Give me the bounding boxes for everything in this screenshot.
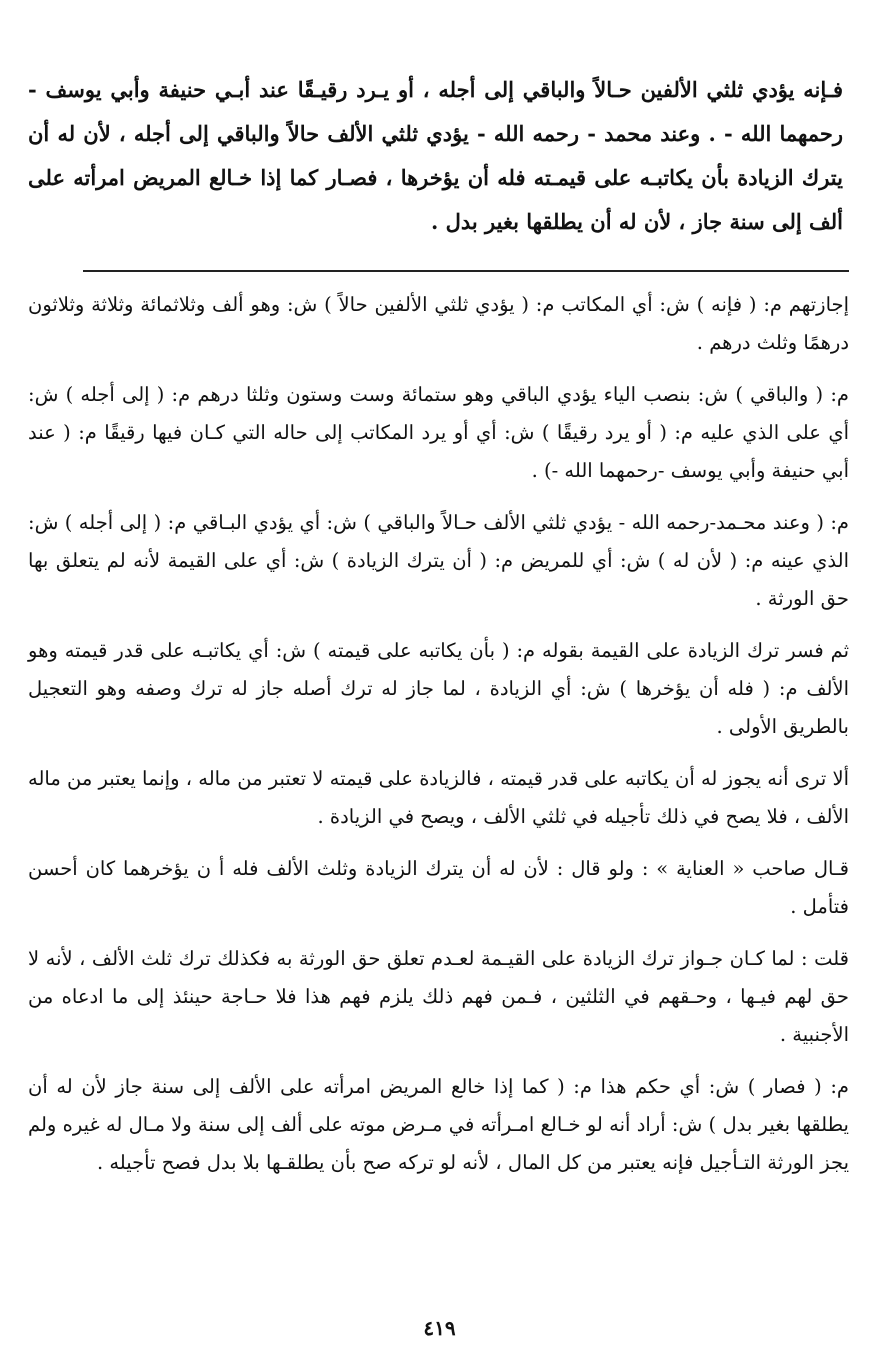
commentary-paragraph: م: ( والباقي ) ش: بنصب الياء يؤدي الباقي وهو ستمائة وست وستون وثلثا درهم م: ( إلى أجله ) ش: أي على الذي عليه م: ( أو يرد رقيقًا ) ش: أي أو يرد المكاتب إلى حاله التي كـان فيها رقيقًا م: ( عند أبي حنيفة وأبي يوسف -رحمهما الله -) . <box>28 383 849 482</box>
commentary-paragraph: م: ( فصار ) ش: أي حكم هذا م: ( كما إذا خالع المريض امرأته على الألف إلى سنة جاز لأن له أن يطلقها بغير بدل ) ش: أراد أنه لو خـالع امـرأته في مـرض موته على ألف إلى سنة ولا مـال له غيره ولم يجز الورثة التـأجيل فإنه يعتبر من كل المال ، لأنه لو تركه صح بأن يطلقـها بلا بدل فصح تأجيله . <box>28 1075 849 1174</box>
main-text: فـإنه يؤدي ثلثي الألفين حـالاً والباقي إلى أجله ، أو يـرد رقيـقًا عند أبـي حنيفة وأبي يوسف - رحمهما الله - . وعند محمد - رحمه الله - يؤدي ثلثي الألف حالاً والباقي إلى أجله ، لأن له أن يترك الزيادة بأن يكاتبـه على قيمـته فله أن يؤخرها ، فصـار كما إذا خـالع المريض امرأته على ألف إلى سنة جاز ، لأن له أن يطلقها بغير بدل . <box>28 77 843 234</box>
commentary-paragraph: قـال صاحب « العناية » : ولو قال : لأن له أن يترك الزيادة وثلث الألف فله أ ن يؤخرهما كان أحسن فتأمل . <box>28 857 849 918</box>
commentary-paragraph: ثم فسر ترك الزيادة على القيمة بقوله م: ( بأن يكاتبه على قيمته ) ش: أي يكاتبـه على قدر قيمته وهو الألف م: ( فله أن يؤخرها ) ش: أي الزيادة ، لما جاز له ترك أصله جاز له ترك وصفه وهو التعجيل بالطريق الأولى . <box>28 639 849 738</box>
page-number: ٤١٩ <box>423 1316 456 1340</box>
commentary-paragraph: م: ( وعند محـمد-رحمه الله - يؤدي ثلثي الألف حـالاً والباقي ) ش: أي يؤدي البـاقي م: ( إلى أجله ) ش: الذي عينه م: ( لأن له ) ش: أي للمريض م: ( أن يترك الزيادة ) ش: أي على القيمة لأنه لم يتعلق بها حق الورثة . <box>28 511 849 610</box>
footnote-divider <box>83 270 849 272</box>
commentary-paragraph: إجازتهم م: ( فإنه ) ش: أي المكاتب م: ( يؤدي ثلثي الألفين حالاً ) ش: وهو ألف وثلاثمائة وثلاثة وثلاثون درهمًا وثلث درهم . <box>28 293 849 354</box>
commentary-paragraph: قلت : لما كـان جـواز ترك الزيادة على القيـمة لعـدم تعلق حق الورثة به فكذلك ترك ثلث الألف ، لأنه لا حق لهم فيـها ، وحـقهم في الثلثين ، فـمن فهم ذلك يلزم فهم هذا فلا حـاجة حينئذ إلى ما ادعاه من الأجنبية . <box>28 947 849 1046</box>
commentary-paragraph: ألا ترى أنه يجوز له أن يكاتبه على قدر قيمته ، فالزيادة على قيمته لا تعتبر من ماله ، وإنما يعتبر من ماله الألف ، فلا يصح في ذلك تأجيله في ثلثي الألف ، ويصح في الزيادة . <box>28 767 849 828</box>
commentary-section <box>28 286 849 1182</box>
